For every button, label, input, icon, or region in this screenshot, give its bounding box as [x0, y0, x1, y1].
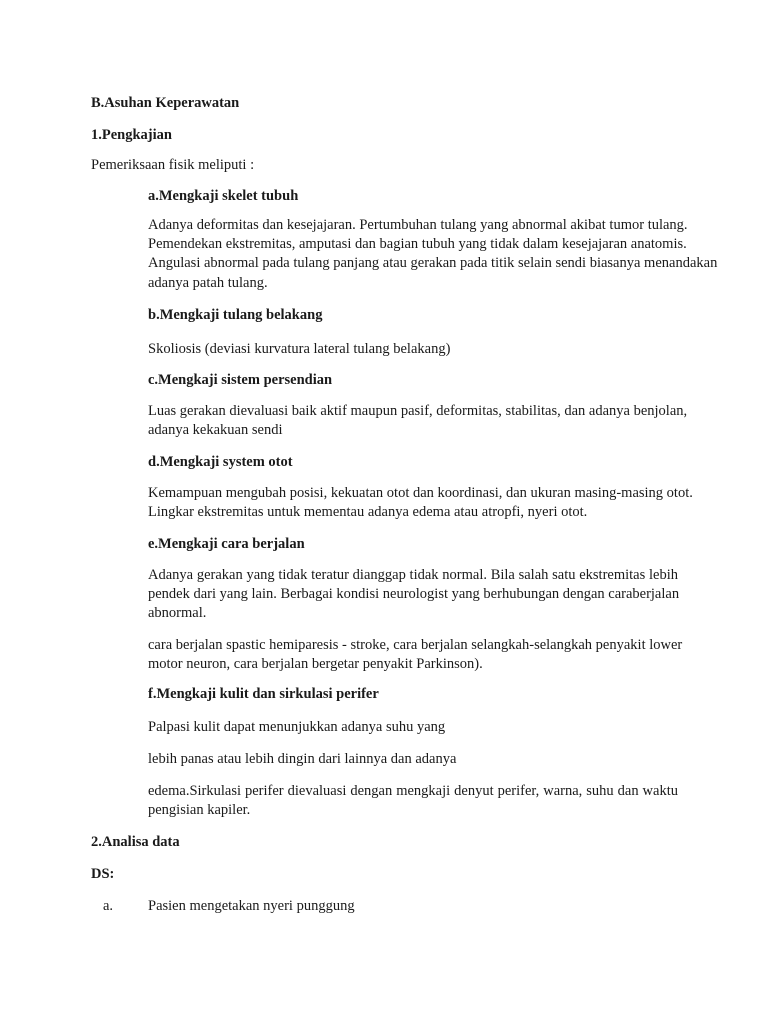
subheading-f: f.Mengkaji kulit dan sirkulasi perifer [148, 686, 379, 702]
paragraph-line: Angulasi abnormal pada tulang panjang atau gerakan pada titik selain sendi biasanya menandakan [148, 255, 718, 271]
heading-pengkajian: 1.Pengkajian [91, 127, 172, 143]
list-item: Pasien mengetakan nyeri punggung [148, 898, 355, 914]
paragraph-line: Adanya gerakan yang tidak teratur dianggap tidak normal. Bila salah satu ekstremitas lebih [148, 567, 678, 583]
paragraph-line: Skoliosis (deviasi kurvatura lateral tulang belakang) [148, 341, 451, 357]
list-marker: a. [103, 898, 114, 914]
paragraph-line: Palpasi kulit dapat menunjukkan adanya suhu yang [148, 719, 446, 735]
paragraph-line: motor neuron, cara berjalan bergetar penyakit Parkinson). [148, 656, 483, 672]
subheading-d: d.Mengkaji system otot [148, 454, 293, 470]
paragraph-line: Luas gerakan dievaluasi baik aktif maupun pasif, deformitas, stabilitas, dan adanya benjolan, [148, 403, 688, 419]
paragraph-line: adanya kekakuan sendi [148, 422, 283, 438]
paragraph-line: pendek dari yang lain. Berbagai kondisi neurologist yang berhubungan dengan caraberjalan [148, 586, 680, 602]
paragraph-line: lebih panas atau lebih dingin dari lainnya dan adanya [148, 751, 457, 767]
section-heading: B.Asuhan Keperawatan [91, 95, 240, 111]
ds-label: DS: [91, 866, 115, 882]
paragraph-line: pengisian kapiler. [148, 802, 251, 818]
paragraph-line: cara berjalan spastic hemiparesis - stroke, cara berjalan selangkah-selangkah penyakit lower [148, 637, 683, 653]
paragraph-line: Lingkar ekstremitas untuk mementau adanya edema atau atropfi, nyeri otot. [148, 504, 588, 520]
paragraph-line: edema.Sirkulasi perifer dievaluasi dengan mengkaji denyut perifer, warna, suhu dan waktu [148, 783, 678, 799]
subheading-b: b.Mengkaji tulang belakang [148, 307, 323, 323]
subheading-a: a.Mengkaji skelet tubuh [148, 188, 299, 204]
subheading-e: e.Mengkaji cara berjalan [148, 536, 305, 552]
paragraph-line: abnormal. [148, 605, 207, 621]
paragraph-line: Adanya deformitas dan kesejajaran. Pertumbuhan tulang yang abnormal akibat tumor tulang. [148, 217, 688, 233]
heading-analisa-data: 2.Analisa data [91, 834, 180, 850]
subheading-c: c.Mengkaji sistem persendian [148, 372, 333, 388]
paragraph-line: Kemampuan mengubah posisi, kekuatan otot dan koordinasi, dan ukuran masing-masing otot. [148, 485, 693, 501]
intro-text: Pemeriksaan fisik meliputi : [91, 157, 255, 173]
paragraph-line: adanya patah tulang. [148, 275, 268, 291]
paragraph-line: Pemendekan ekstremitas, amputasi dan bagian tubuh yang tidak dalam kesejajaran anatomis. [148, 236, 687, 252]
